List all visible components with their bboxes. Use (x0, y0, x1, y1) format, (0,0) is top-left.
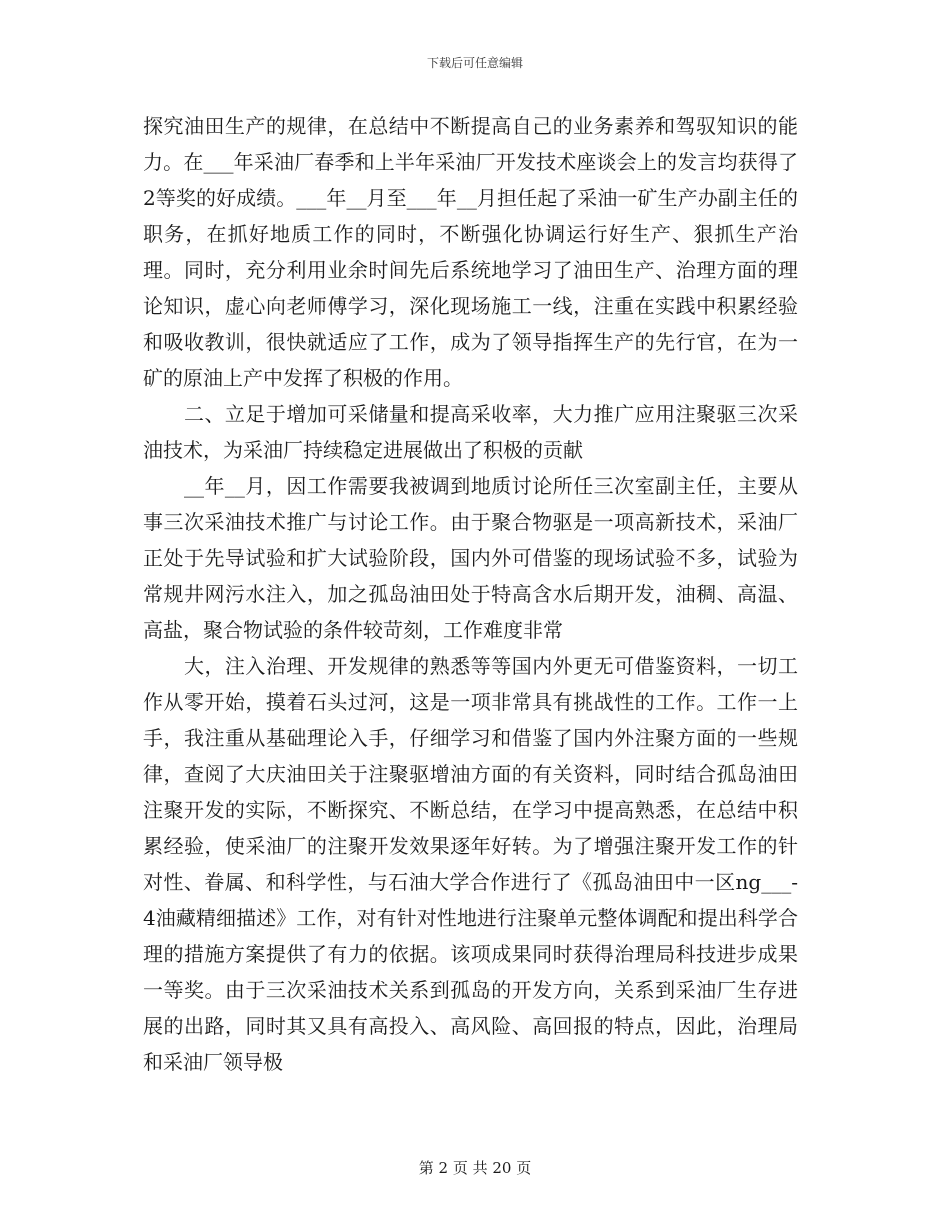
paragraph-4: 大，注入治理、开发规律的熟悉等等国内外更无可借鉴资料，一切工作从零开始，摸着石头过河，这是一项非常具有挑战性的工作。工作一上手，我注重从基础理论入手，仔细学习和借鉴了国内外注聚方面的一些规律，查阅了大庆油田关于注聚驱增油方面的有关资料，同时结合孤岛油田注聚开发的实际，不断探究、不断总结，在学习中提高熟悉，在总结中积累经验，使采油厂的注聚开发效果逐年好转。为了增强注聚开发工作的针对性、眷属、和科学性，与石油大学合作进行了《孤岛油田中一区ng___-4油藏精细描述》工作，对有针对性地进行注聚单元整体调配和提出科学合理的措施方案提供了有力的依据。该项成果同时获得治理局科技进步成果一等奖。由于三次采油技术关系到孤岛的开发方向，关系到采油厂生存进展的出路，同时其又具有高投入、高风险、高回报的特点，因此，治理局和采油厂领导极 (143, 654, 798, 1074)
paragraph-3: __年__月，因工作需要我被调到地质讨论所任三次室副主任，主要从事三次采油技术推广与讨论工作。由于聚合物驱是一项高新技术，采油厂正处于先导试验和扩大试验阶段，国内外可借鉴的现场试验不多，试验为常规井网污水注入，加之孤岛油田处于特高含水后期开发，油稠、高温、高盐，聚合物试验的条件较苛刻，工作难度非常 (143, 474, 798, 642)
document-body (143, 108, 798, 1080)
paragraph-1: 探究油田生产的规律，在总结中不断提高自己的业务素养和驾驭知识的能力。在___年采油厂春季和上半年采油厂开发技术座谈会上的发言均获得了2等奖的好成绩。___年__月至___年__月担任起了采油一矿生产办副主任的职务，在抓好地质工作的同时，不断强化协调运行好生产、狠抓生产治理。同时，充分利用业余时间先后系统地学习了油田生产、治理方面的理论知识，虚心向老师傅学习，深化现场施工一线，注重在实践中积累经验和吸收教训，很快就适应了工作，成为了领导指挥生产的先行官，在为一矿的原油上产中发挥了积极的作用。 (143, 114, 798, 390)
page-header: 下载后可任意编辑 (426, 56, 523, 70)
paragraph-2-heading: 二、立足于增加可采储量和提高采收率，大力推广应用注聚驱三次采油技术，为采油厂持续稳定进展做出了积极的贡献 (143, 402, 798, 462)
page-footer: 第 2 页 共 20 页 (418, 1159, 532, 1177)
